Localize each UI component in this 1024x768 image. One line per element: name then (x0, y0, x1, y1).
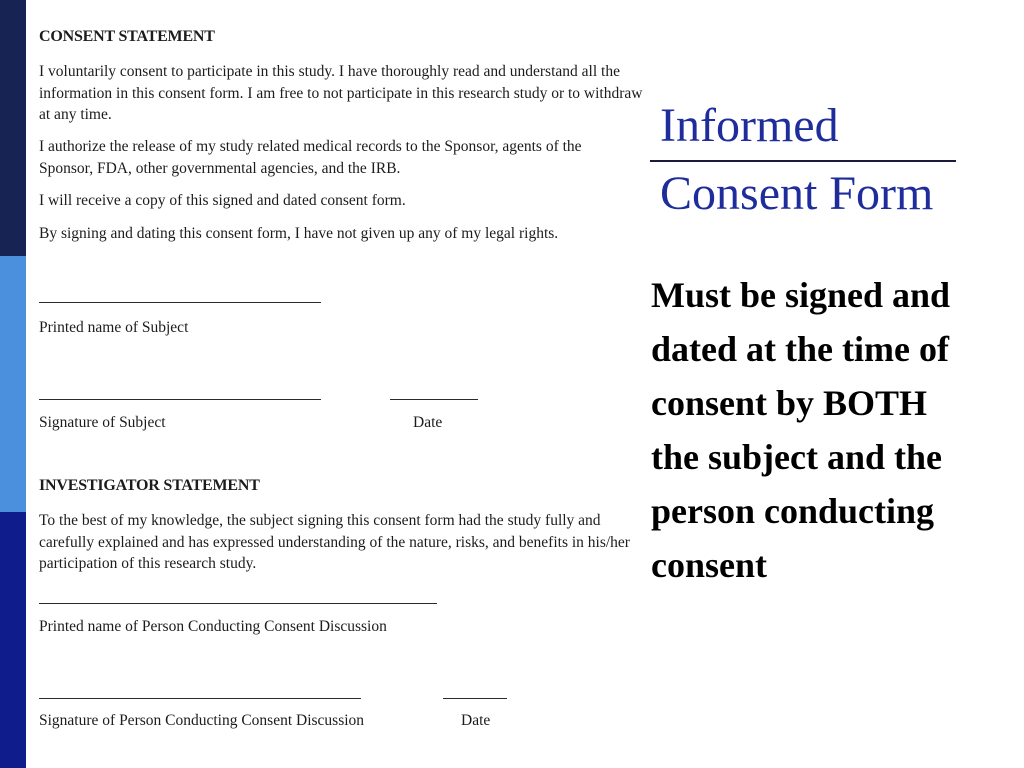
slide-title-line-1: Informed (660, 99, 839, 152)
consent-paragraph-3: I will receive a copy of this signed and dated consent form. (39, 192, 406, 209)
investigator-signature-label: Signature of Person Conducting Consent Discussion (39, 712, 365, 729)
investigator-signature-line (39, 698, 361, 699)
subject-date-label: Date (413, 414, 443, 431)
investigator-printed-name-line (39, 603, 437, 604)
investigator-statement-heading: INVESTIGATOR STATEMENT (39, 477, 260, 494)
consent-paragraph-1: I voluntarily consent to participate in this study. I have thoroughly read and understand all the information in this consent form. I am free to not participate in this research study or to withdraw at any time. (39, 63, 643, 123)
consent-statement-heading: CONSENT STATEMENT (39, 28, 215, 45)
consent-form-scan (26, 0, 644, 768)
investigator-printed-name-label: Printed name of Person Conducting Consent Discussion (39, 618, 387, 635)
consent-paragraph-4: By signing and dating this consent form, I have not given up any of my legal rights. (39, 225, 559, 242)
subject-signature-label: Signature of Subject (39, 414, 166, 431)
consent-paragraph-2: I authorize the release of my study related medical records to the Sponsor, agents of the Sponsor, FDA, other governmental agencies, and the IRB. (39, 138, 582, 177)
investigator-paragraph: To the best of my knowledge, the subject signing this consent form had the study fully and carefully explained and has expressed understanding of the nature, risks, and benefits in his/her participation of this research study. (39, 512, 630, 572)
subject-date-line (390, 399, 478, 400)
slide-note: Must be signed and dated at the time of consent by BOTH the subject and the person conducting consent (651, 275, 951, 585)
accent-strip-middle (0, 256, 26, 512)
accent-strip-bottom (0, 512, 26, 768)
title-underline (650, 160, 956, 162)
subject-printed-name-label: Printed name of Subject (39, 319, 189, 336)
subject-signature-line (39, 399, 321, 400)
investigator-date-line (443, 698, 507, 699)
investigator-date-label: Date (461, 712, 491, 729)
slide-title-line-2: Consent Form (660, 167, 934, 220)
subject-printed-name-line (39, 302, 321, 303)
accent-strip-top (0, 0, 26, 256)
